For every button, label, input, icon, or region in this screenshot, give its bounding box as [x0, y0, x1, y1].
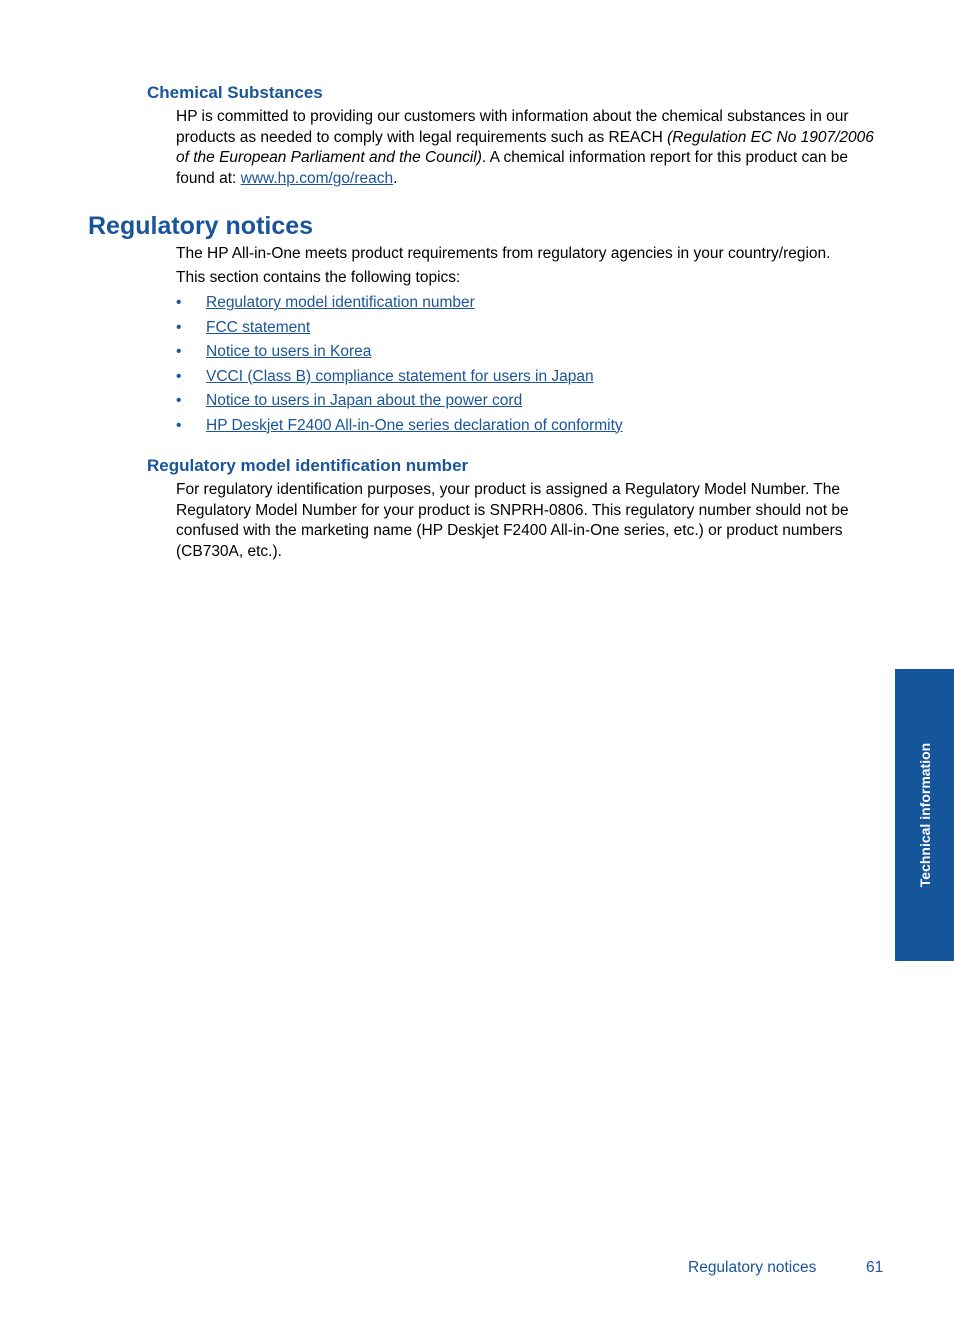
topic-link-model-id[interactable]: Regulatory model identification number — [206, 294, 475, 311]
regulatory-intro: The HP All-in-One meets product requirements from regulatory agencies in your country/region. — [176, 245, 831, 262]
topics-list — [176, 293, 876, 440]
chemical-substances-heading: Chemical Substances — [147, 83, 323, 102]
model-id-heading: Regulatory model identification number — [147, 456, 469, 475]
topic-link-vcci[interactable]: VCCI (Class B) compliance statement for users in Japan — [206, 367, 594, 385]
chemical-text-3: . — [393, 170, 398, 188]
list-item — [176, 416, 876, 441]
bullet: • — [176, 343, 182, 360]
bullet: • — [176, 367, 182, 385]
side-tab-label: Technical information — [917, 742, 933, 888]
reach-link[interactable]: www.hp.com/go/reach — [240, 170, 394, 188]
model-id-paragraph: For regulatory identification purposes, your product is assigned a Regulatory Model Number. The Regulatory Model Number for your product is SNPRH-0806. This regulatory number should not be confused with the marketing name (HP Deskjet F2400 All-in-One series, etc.) or product numbers (CB730A, etc.). — [176, 481, 849, 561]
list-item — [176, 391, 876, 416]
bullet: • — [176, 392, 182, 409]
list-item — [176, 318, 876, 343]
footer-section-title: Regulatory notices — [688, 1259, 817, 1276]
page-number: 61 — [866, 1259, 884, 1276]
topic-link-declaration[interactable]: HP Deskjet F2400 All-in-One series declaration of conformity — [206, 416, 623, 434]
list-item — [176, 367, 876, 392]
chemical-regulation-italic: (Regulation EC No 1907/2006 of the European Parliament and the Council) — [176, 128, 874, 167]
regulatory-notices-heading: Regulatory notices — [88, 212, 314, 240]
chemical-text-1: HP is committed to providing our customers with information about the chemical substances in our products as needed to comply with legal requirements such as REACH — [176, 108, 849, 146]
chemical-substances-paragraph — [176, 107, 888, 190]
topic-link-korea[interactable]: Notice to users in Korea — [206, 343, 372, 360]
list-item — [176, 342, 876, 367]
topic-link-japan-power-cord[interactable]: Notice to users in Japan about the power cord — [206, 392, 523, 409]
bullet: • — [176, 318, 182, 336]
chemical-text-2: . A chemical information report for this product can be found at: — [176, 149, 849, 188]
bullet: • — [176, 294, 182, 311]
bullet: • — [176, 416, 182, 434]
list-item — [176, 293, 876, 318]
topic-link-fcc[interactable]: FCC statement — [206, 318, 311, 336]
side-tab — [895, 669, 954, 961]
topics-intro: This section contains the following topics: — [176, 269, 461, 286]
